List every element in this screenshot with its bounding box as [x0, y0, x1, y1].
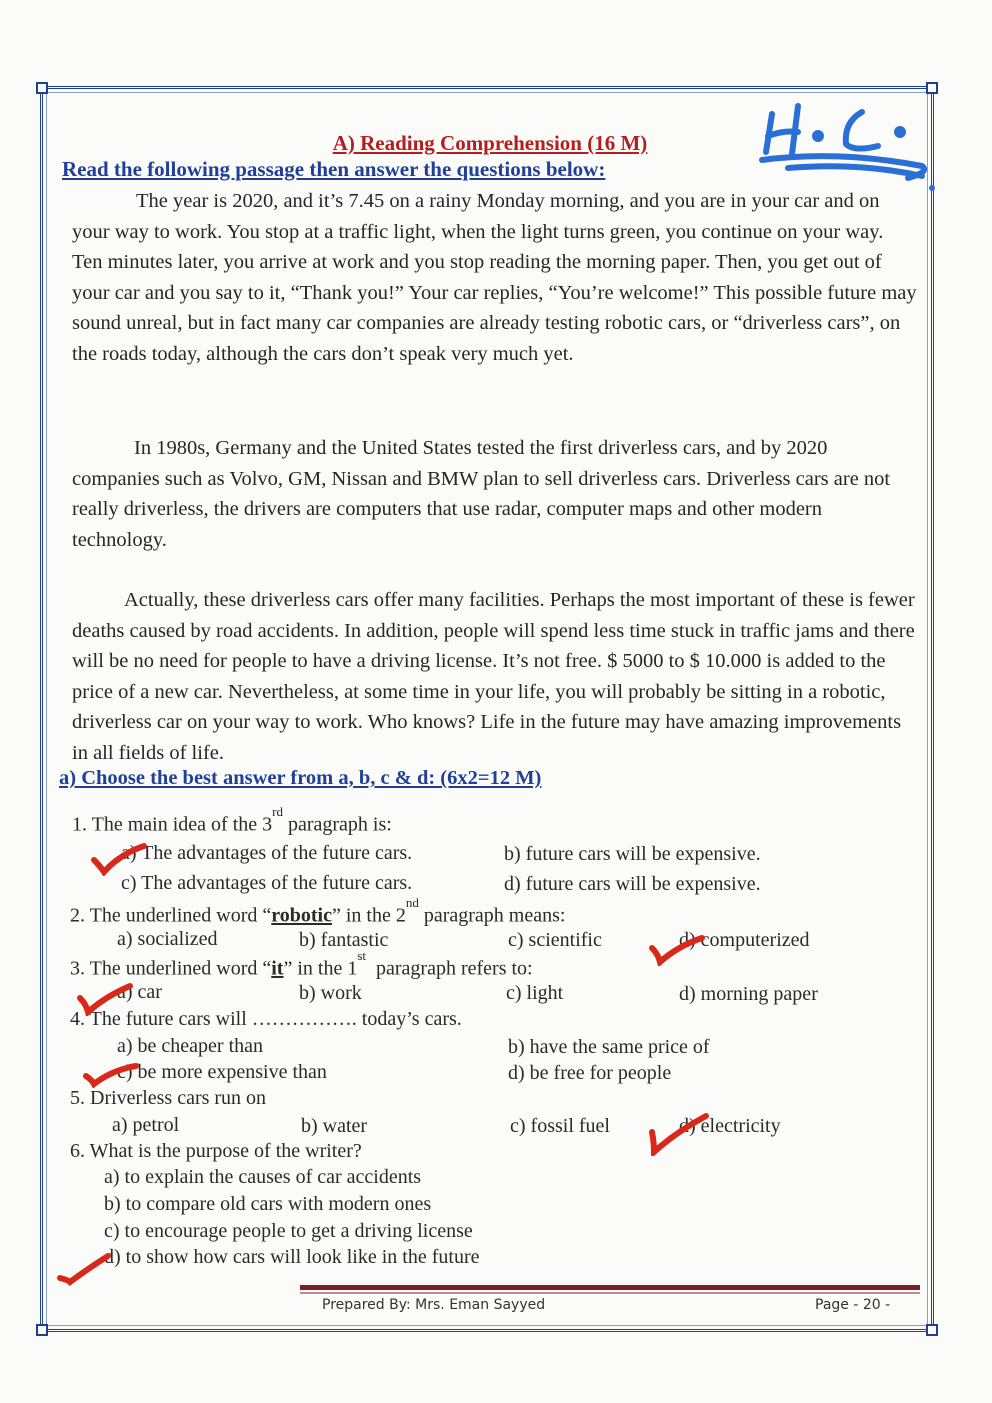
q6-option-c[interactable]: c) to encourage people to get a driving license — [104, 1220, 473, 1242]
section-title: A) Reading Comprehension (16 M) — [332, 131, 648, 155]
q3-option-a[interactable]: a) car — [117, 981, 162, 1003]
check-mark-icon — [648, 930, 708, 966]
q6-option-d[interactable]: d) to show how cars will look like in the future — [104, 1246, 480, 1268]
q5-option-c[interactable]: c) fossil fuel — [510, 1115, 610, 1137]
handwritten-hl-mark — [758, 92, 938, 192]
task-title: a) Choose the best answer from a, b, c & d: (6x2=12 M) — [59, 767, 542, 789]
q5-option-a[interactable]: a) petrol — [112, 1114, 180, 1136]
q2-option-c[interactable]: c) scientific — [508, 929, 602, 951]
q4-option-c[interactable]: c) be more expensive than — [117, 1061, 327, 1083]
footer-prepared-by: Prepared By: Mrs. Eman Sayyed — [322, 1297, 546, 1313]
q2-option-b[interactable]: b) fantastic — [299, 929, 389, 951]
q4-option-b[interactable]: b) have the same price of — [508, 1036, 710, 1058]
check-mark-icon — [82, 1060, 142, 1088]
q3-option-b[interactable]: b) work — [299, 982, 362, 1004]
q3-option-d[interactable]: d) morning paper — [679, 983, 818, 1005]
question-4-stem: 4. The future cars will ……………. today’s cars. — [70, 1008, 462, 1030]
q1-option-a[interactable]: a) The advantages of the future cars. — [121, 842, 413, 864]
check-mark-icon — [76, 980, 136, 1016]
q2-option-a[interactable]: a) socialized — [117, 928, 218, 950]
question-6-stem: 6. What is the purpose of the writer? — [70, 1140, 362, 1162]
check-mark-icon — [90, 840, 150, 876]
check-mark-icon — [646, 1112, 712, 1156]
check-mark-icon — [56, 1250, 112, 1286]
question-5-stem: 5. Driverless cars run on — [70, 1087, 267, 1109]
q1-option-c[interactable]: c) The advantages of the future cars. — [121, 872, 413, 894]
q4-option-d[interactable]: d) be free for people — [508, 1062, 672, 1084]
q2-option-d[interactable]: d) computerized — [679, 929, 810, 951]
q5-option-b[interactable]: b) water — [301, 1115, 368, 1137]
border-corner — [926, 1324, 938, 1336]
q1-option-b[interactable]: b) future cars will be expensive. — [504, 843, 761, 865]
passage-paragraph-2: In 1980s, Germany and the United States tested the first driverless cars, and by 2020 companies such as Volvo, GM, Nissan and BMW plan to sell driverless cars. Driverless cars are not really driverless, the drivers are computers that use radar, computer maps and other modern technology. — [72, 437, 891, 551]
question-1-stem: 1. The main idea of the 3rd paragraph is: — [72, 804, 392, 836]
footer-rule-thin — [300, 1292, 920, 1294]
passage-paragraph-3: Actually, these driverless cars offer many facilities. Perhaps the most important of these is fewer deaths caused by road accidents. In addition, people will spend less time stuck in traffic jams and there will be no need for people to have a driving license. It’s not free. $ 5000 to $ 10.000 is added to the price of a new car. Nevertheless, at some time in your life, you will probably be sitting in a robotic, driverless car on your way to work. Who knows? Life in the future may have amazing improvements in all fields of life. — [72, 589, 915, 764]
question-2-stem: 2. The underlined word “robotic” in the 2nd paragraph means: — [70, 895, 566, 927]
border-corner — [36, 1324, 48, 1336]
footer-page-number: Page - 20 - — [815, 1297, 891, 1313]
question-3-stem: 3. The underlined word “it” in the 1st paragraph refers to: — [70, 948, 533, 980]
q3-option-c[interactable]: c) light — [506, 982, 564, 1004]
q6-option-b[interactable]: b) to compare old cars with modern ones — [104, 1193, 432, 1215]
q1-option-d[interactable]: d) future cars will be expensive. — [504, 873, 761, 895]
q6-option-a[interactable]: a) to explain the causes of car accidents — [104, 1166, 422, 1188]
q4-option-a[interactable]: a) be cheaper than — [117, 1035, 264, 1057]
border-corner — [36, 82, 48, 94]
q5-option-d[interactable]: d) electricity — [679, 1115, 781, 1137]
footer-rule — [300, 1285, 920, 1290]
passage-paragraph-1: The year is 2020, and it’s 7.45 on a rainy Monday morning, and you are in your car and on your way to work. You stop at a traffic light, when the light turns green, you continue on your way. Ten minutes later, you arrive at work and you stop reading the morning paper. Then, you get out of your car and you say to it, “Thank you!” Your car replies, “You’re welcome!” This possible future may sound unreal, but in fact many car companies are already testing robotic cars, or “driverless cars”, on the roads today, although the cars don’t speak very much yet. — [72, 190, 917, 365]
instruction-heading: Read the following passage then answer the questions below: — [62, 157, 606, 181]
